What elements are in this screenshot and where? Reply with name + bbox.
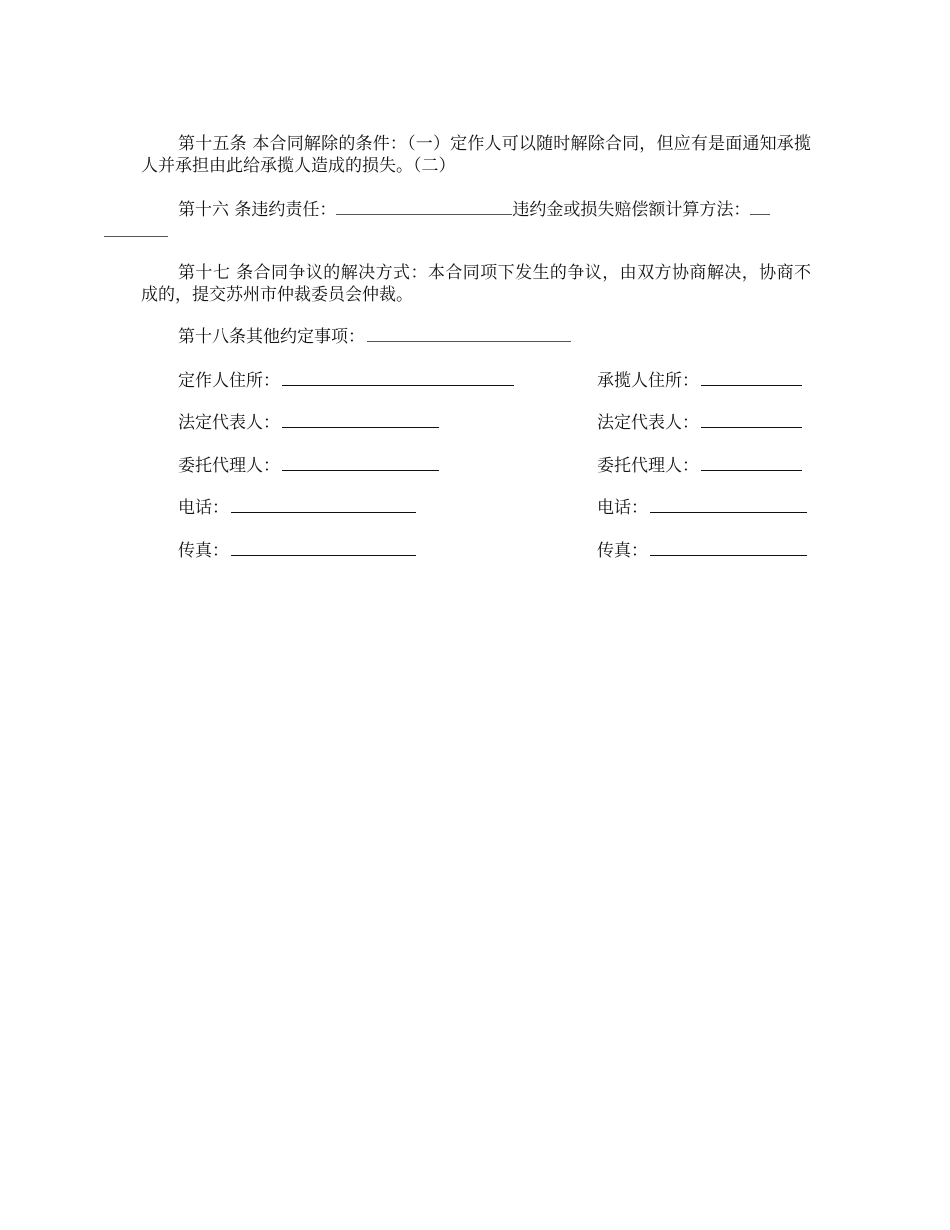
- contractor-legal-rep-label: 法定代表人：: [597, 413, 699, 433]
- contractor-agent-field[interactable]: [701, 455, 802, 471]
- client-phone-label: 电话：: [178, 498, 229, 518]
- contractor-legal-rep-field[interactable]: [701, 412, 802, 428]
- clause-15: [141, 133, 811, 177]
- clause-16-blank-2a[interactable]: [750, 200, 770, 215]
- contractor-fax-label: 传真：: [597, 541, 648, 561]
- contractor-phone-label: 电话：: [597, 498, 648, 518]
- contractor-address-field[interactable]: [701, 370, 802, 386]
- client-address-label: 定作人住所：: [178, 371, 280, 391]
- client-fax-field[interactable]: [231, 540, 416, 556]
- contractor-agent-label: 委托代理人：: [597, 456, 699, 476]
- client-phone-field[interactable]: [231, 497, 416, 513]
- contractor-phone-field[interactable]: [650, 497, 807, 513]
- client-address-field[interactable]: [282, 370, 514, 386]
- client-fax-row: [178, 540, 416, 562]
- client-legal-rep-label: 法定代表人：: [178, 413, 280, 433]
- clause-16-label: 第十六 条违约责任：: [178, 200, 337, 220]
- contractor-fax-row: [597, 540, 807, 562]
- clause-18-blank[interactable]: [367, 326, 571, 342]
- clause-17-text: 第十七 条合同争议的解决方式：本合同项下发生的争议，由双方协商解决，协商不成的，提交苏州市仲裁委员会仲裁。: [141, 263, 811, 305]
- contractor-agent-row: [597, 455, 802, 477]
- contractor-legal-rep-row: [597, 412, 802, 434]
- contractor-address-row: [597, 370, 802, 392]
- client-agent-field[interactable]: [282, 455, 439, 471]
- clause-16-method-label: 违约金或损失赔偿额计算方法：: [512, 200, 751, 220]
- clause-16: [141, 199, 811, 243]
- clause-16-blank-1[interactable]: [336, 200, 512, 215]
- client-agent-label: 委托代理人：: [178, 456, 280, 476]
- contractor-phone-row: [597, 497, 807, 519]
- client-legal-rep-row: [178, 412, 439, 434]
- client-address-row: [178, 370, 514, 392]
- clause-17: [141, 262, 811, 306]
- client-agent-row: [178, 455, 439, 477]
- clause-18: [178, 326, 571, 348]
- clause-16-blank-2b[interactable]: [104, 222, 168, 237]
- clause-15-text: 第十五条 本合同解除的条件：（一）定作人可以随时解除合同，但应有是面通知承揽人并承担由此给承揽人造成的损失。（二）: [141, 134, 811, 176]
- client-phone-row: [178, 497, 416, 519]
- client-legal-rep-field[interactable]: [282, 412, 439, 428]
- contractor-fax-field[interactable]: [650, 540, 807, 556]
- contractor-address-label: 承揽人住所：: [597, 371, 699, 391]
- client-fax-label: 传真：: [178, 541, 229, 561]
- clause-18-label: 第十八条其他约定事项：: [178, 327, 365, 347]
